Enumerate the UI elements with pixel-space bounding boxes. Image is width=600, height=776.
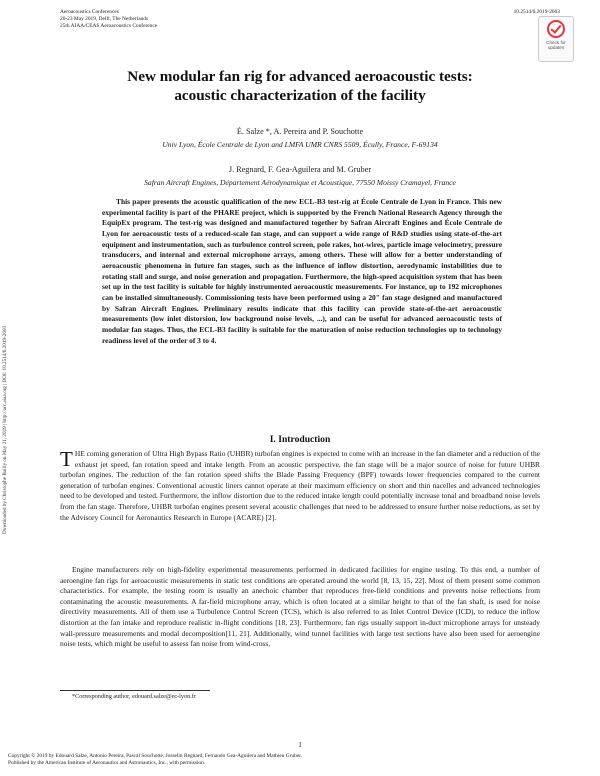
- venue-line: 20-23 May 2019, Delft, The Netherlands: [60, 16, 149, 23]
- title-line: New modular fan rig for advanced aeroacoustic tests:: [127, 68, 473, 85]
- copyright-notice: [8, 753, 302, 767]
- paragraph-text: coming generation of Ultra High Bypass Ratio (UHBR) turbofan engines is expected to come with an increase in the fan diameter and a reduction of the exhaust jet speed, fan rotation speed and intake length. From an acoustic perspective, the fan stage will be a major source of noise for future UHBR turbofan engines. The reduction of the fan rotation speed shifts the Blade Passing Frequency (BPF) towards lower frequencies compared to the current generation of turbofan engines. Conventional acoustic liners cannot operate at their maximum efficiency on short and thin nacelles and advanced technologies need to be developed and tested. Furthermore, the inflow distortion due to the reduced intake length could potentially increase tonal and broadband noise levels from the fan stage. Therefore, UHBR turbofan engines present several acoustic challenges that need to be addressed to ensure further noise reductions, as set by the Advisory Council for Aeronautics Research in Europe (ACARE) [2].: [60, 449, 540, 522]
- author-list: É. Salze *, A. Pereira and P. Souchotte: [236, 127, 364, 136]
- venue-line: 25th AIAA/CEAS Aeroacoustics Conference: [60, 23, 158, 30]
- checkmark-icon: [547, 20, 565, 38]
- abstract: This paper presents the acoustic qualification of the new ECL-B3 test-rig at École Centrale de Lyon in France. This new experimental facility is part of the PHARE project, which is supported by the French National Research Agency through the EquipEx program. The test-rig was designed and manufactured together by Safran Aircraft Engines and École Centrale de Lyon for aeroacoustic tests of a reduced-scale fan stage, and can support a wide range of R&D studies using state-of-the-art equipment and instrumentation, such as turbulence control screen, pole rakes, hot-wires, particle image velocimetry, pressure transducers, and internal and external microphone arrays, among others. These will allow for a better understanding of aeroacoustic phenomena in future fan stages, such as the influence of inflow distortion, aerodynamic instabilities due to rotating stall and surge, and noise generation and propagation. Furthermore, the high-speed acquisition system that has been set up in the test facility is suitable for highly instrumented aeroacoustic measurements. For instance, up to 192 microphones can be installed simultaneously. Commissioning tests have been performed using a 20" fan stage designed and manufactured by Safran Aircraft Engines. Preliminary results indicate that this facility can provide state-of-the-art aeroacoustic measurements (low inlet distorsion, low background noise levels, ...), and can be useful for advanced aeroacoustic tests of modular fan stages. Thus, the ECL-B3 facility is suitable for the maturation of noise reduction technologies up to technology readiness level of the order of 3 to 4.: [102, 197, 502, 345]
- author-affiliation: Univ Lyon, École Centrale de Lyon and LMFA UMR CNRS 5509, Écully, France, F-69134: [162, 140, 438, 149]
- check-for-updates-badge[interactable]: [538, 16, 574, 62]
- badge-label: [539, 40, 573, 51]
- drop-cap: T: [60, 447, 73, 471]
- footnote-divider: [60, 690, 210, 691]
- doi-header: 10.2514/6.2019-2603: [513, 9, 560, 15]
- page-number: 1: [298, 741, 302, 749]
- author-affiliation: Safran Aircraft Engines, Département Aérodynamique et Acoustique, 77550 Moissy Cramayel, France: [144, 178, 456, 187]
- badge-line: updates: [547, 45, 565, 51]
- paper-title: [60, 67, 540, 105]
- title-line: acoustic characterization of the facility: [174, 87, 426, 104]
- copyright-line: Copyright © 2019 by Edouard Salze, Antonio Pereira, Pascal Souchotte, Josselin Regnard, Fernando Gea-Aguilera and Mathieu Gruber.: [8, 753, 303, 759]
- corresponding-author-footnote: *Corresponding author, edouard.salze@ec-lyon.fr: [72, 693, 196, 700]
- small-caps-lead: HE: [74, 449, 85, 458]
- section-heading: I. Introduction: [269, 434, 331, 445]
- copyright-line: Published by the American Institute of Aeronautics and Astronautics, Inc., with permission.: [8, 760, 206, 766]
- download-watermark: Downloaded by Christophe Bailly on May 21, 2019 | http://arc.aiaa.org | DOI: 10.2514/6.2019-2603: [2, 325, 8, 535]
- badge-line: Check for: [546, 40, 566, 45]
- body-paragraph: [60, 449, 540, 523]
- venue-line: Aeroacoustics Conferences: [60, 9, 119, 15]
- conference-header: [60, 9, 157, 31]
- body-paragraph: Engine manufacturers rely on high-fidelity experimental measurements performed in dedicated facilities for engine testing. To this end, a number of aeroengine fan rigs for aeroacoustic measurements in static test conditions are operated around the world [8, 13, 15, 22]. Most of them present some common characteristics. For example, the testing room is usually an anechoic chamber that reproduces free-field conditions and prevents noise reflections from contaminating the acoustic measurements. A far-field microphone array, which is often located at a similar height to that of the fan shaft, is used for noise directivity measurements. All of them use a Turbulence Control Screen (TCS), which is also referred to as Inlet Control Device (ICD), to reduce the inflow distortion at the fan intake and reproduce realistic in-flight conditions [18, 23]. Furthermore, fan rigs usually support in-duct microphone arrays for unsteady wall-pressure measurements and modal decomposition[11, 21]. Additionally, wind tunnel facilities with large test sections have also been used for aeroengine noise tests, which might be useful to assess fan noise from wind-cross,: [60, 565, 540, 649]
- author-list: J. Regnard, F. Gea-Aguilera and M. Gruber: [228, 165, 372, 174]
